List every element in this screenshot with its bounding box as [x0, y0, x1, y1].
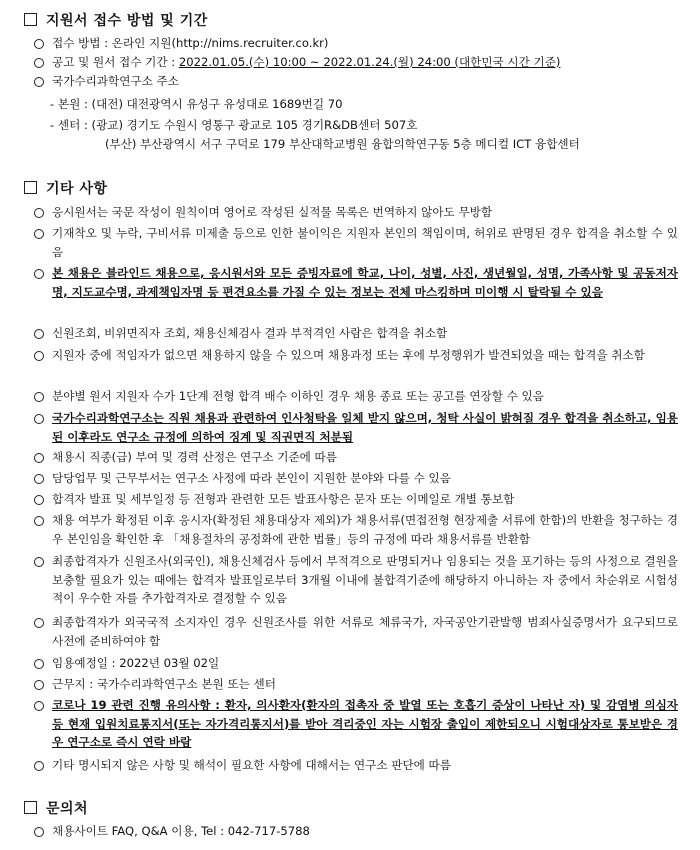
circle-bullet-icon — [34, 351, 44, 361]
circle-bullet-icon — [34, 557, 44, 567]
square-bullet-icon — [24, 181, 37, 194]
circle-bullet-icon — [34, 474, 44, 484]
circle-bullet-icon — [34, 269, 44, 279]
list-item: 국가수리과학연구소 주소 — [34, 72, 678, 91]
address-center: - 센터 : (광교) 경기도 수원시 영통구 광교로 105 경기R&DB센터 507호 — [50, 118, 418, 132]
list-item: 근무지 : 국가수리과학연구소 본원 또는 센터 — [34, 675, 678, 694]
square-bullet-icon — [24, 13, 37, 26]
list-item: 채용시 직종(급) 부여 및 경력 산정은 연구소 기준에 따름 — [34, 448, 678, 467]
list-item: 응시원서는 국문 작성이 원칙이며 영어로 작성된 실적물 목록은 번역하지 않아도 무방함 — [34, 203, 678, 222]
circle-bullet-icon — [34, 618, 44, 628]
list-item: 기타 명시되지 않은 사항 및 해석이 필요한 사항에 대해서는 연구소 판단에 따름 — [34, 756, 678, 775]
address-busan: (부산) 부산광역시 서구 구덕로 179 부산대학교병원 융합의학연구동 5층 메디컬 ICT 융합센터 — [105, 137, 580, 151]
list-item-emphasis: 국가수리과학연구소는 직원 채용과 관련하여 인사청탁을 일체 받지 않으며, 청탁 사실이 밝혀질 경우 합격을 취소하고, 임용된 이후라도 연구소 규정에 의하여 징계 및 직권면직 처분됨 — [34, 409, 678, 446]
square-bullet-icon — [24, 801, 37, 814]
circle-bullet-icon — [34, 516, 44, 526]
list-item-emphasis: 본 채용은 블라인드 채용으로, 응시원서와 모든 증빙자료에 학교, 나이, 성별, 사진, 생년월일, 성명, 가족사항 및 공동저자명, 지도교수명, 과제책임자명 등 편견요소를 가질 수 있는 정보는 전체 마스킹하며 미이행 시 탈락될 수 있음 — [34, 264, 678, 301]
circle-bullet-icon — [34, 701, 44, 711]
circle-bullet-icon — [34, 39, 44, 49]
list-item: 신원조회, 비위면직자 조회, 채용신체검사 결과 부적격인 사람은 합격을 취소함 — [34, 324, 678, 343]
period-value: 2022.01.05.(수) 10:00 ~ 2022.01.24.(월) 24:00 (대한민국 시간 기준) — [178, 55, 561, 69]
list-item: 채용 여부가 확정된 이후 응시자(확정된 채용대상자 제외)가 채용서류(면접전형 현장제출 서류에 한함)의 반환을 청구하는 경우 본인임을 확인한 후 「채용절차의 공정화에 관한 법률」등의 규정에 따라 채용서류를 반환함 — [34, 511, 678, 548]
list-item: 분야별 원서 지원자 수가 1단계 전형 합격 배수 이하인 경우 채용 종료 또는 공고를 연장할 수 있음 — [34, 387, 678, 406]
circle-bullet-icon — [34, 659, 44, 669]
list-item: 담당업무 및 근무부서는 연구소 사정에 따라 본인이 지원한 분야와 다를 수 있음 — [34, 469, 678, 488]
circle-bullet-icon — [34, 827, 44, 837]
circle-bullet-icon — [34, 680, 44, 690]
list-item: 접수 방법 : 온라인 지원(http://nims.recruiter.co.kr) — [34, 34, 678, 53]
circle-bullet-icon — [34, 329, 44, 339]
period-label: 공고 및 원서 접수 기간 : — [52, 55, 179, 69]
section-heading-contact: 문의처 — [24, 798, 88, 818]
circle-bullet-icon — [34, 77, 44, 87]
list-item-emphasis: 코로나 19 관련 진행 유의사항 : 환자, 의사환자(환자의 접촉자 중 발열 또는 호흡기 증상이 나타난 자) 및 감염병 의심자 등 현재 입원치료통지서(또는 자가격리통지서)를 받아 격리중인 자는 시험장 출입이 제한되오니 시험대상자로 통보받은 경우 연구소로 즉시 연락 바람 — [34, 696, 678, 752]
section-heading-other: 기타 사항 — [24, 178, 107, 198]
list-item: 지원자 중에 적임자가 없으면 채용하지 않을 수 있으며 채용과정 또는 후에 부정행위가 발견되었을 때는 합격을 취소함 — [34, 346, 678, 365]
circle-bullet-icon — [34, 208, 44, 218]
list-item: 합격자 발표 및 세부일정 등 전형과 관련한 모든 발표사항은 문자 또는 이메일로 개별 통보함 — [34, 490, 678, 509]
address-main: - 본원 : (대전) 대전광역시 유성구 유성대로 1689번길 70 — [50, 97, 343, 111]
circle-bullet-icon — [34, 761, 44, 771]
list-item: 최종합격자가 신원조사(외국인), 채용신체검사 등에서 부적격으로 판명되거나 임용되는 것을 포기하는 등의 사정으로 결원을 보충할 필요가 있는 때에는 합격자 발표일로부터 3개월 이내에 불합격기준에 해당하지 아니하는 자 중에서 차순위로 시험성적이 우수한 자를 추가합격자로 결정할 수 있음 — [34, 552, 678, 608]
circle-bullet-icon — [34, 453, 44, 463]
circle-bullet-icon — [34, 414, 44, 424]
list-item — [34, 53, 678, 72]
circle-bullet-icon — [34, 58, 44, 68]
list-item: 임용예정일 : 2022년 03월 02일 — [34, 654, 678, 673]
list-item: 기재착오 및 누락, 구비서류 미제출 등으로 인한 불이익은 지원자 본인의 책임이며, 허위로 판명된 경우 합격을 취소할 수 있음 — [34, 224, 678, 261]
list-item: 최종합격자가 외국국적 소지자인 경우 신원조사를 위한 서류로 체류국가, 자국공안기관발행 범죄사실증명서가 요구되므로 사전에 준비하여야 함 — [34, 613, 678, 650]
circle-bullet-icon — [34, 495, 44, 505]
list-item: 채용사이트 FAQ, Q&A 이용, Tel : 042-717-5788 — [34, 822, 678, 841]
section-heading-application: 지원서 접수 방법 및 기간 — [24, 10, 208, 30]
circle-bullet-icon — [34, 392, 44, 402]
circle-bullet-icon — [34, 229, 44, 239]
